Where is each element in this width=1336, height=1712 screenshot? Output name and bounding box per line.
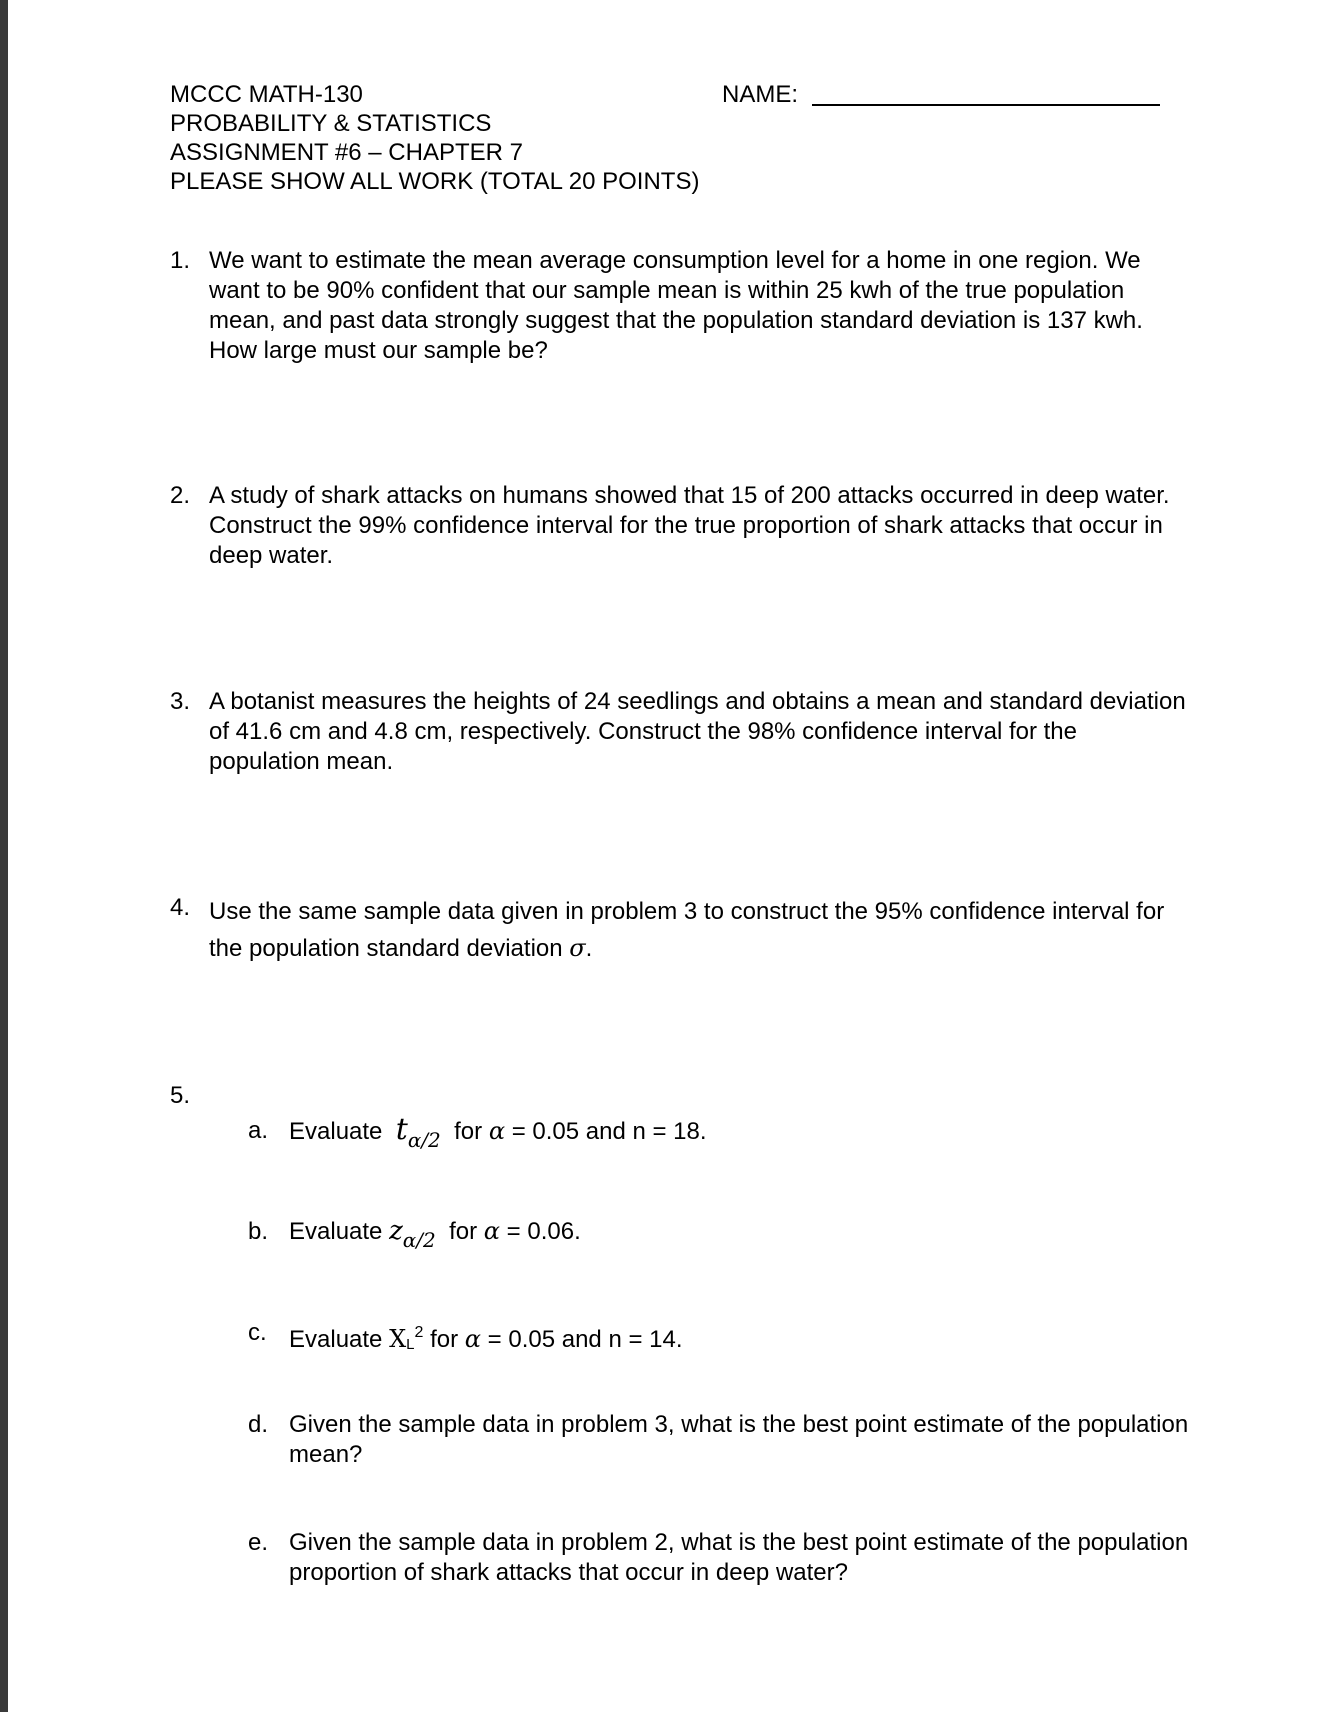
assignment-title: ASSIGNMENT #6 – CHAPTER 7 [170, 139, 523, 166]
part-b-for: for [449, 1218, 478, 1245]
course-code: MCCC MATH-130 [170, 81, 363, 108]
t-symbol: t [395, 1112, 408, 1147]
part-e-text [289, 1528, 1209, 1588]
problem-1-text [209, 246, 1209, 366]
sigma-symbol: σ [569, 934, 586, 962]
assignment-page [8, 0, 1336, 1712]
problem-2-text [209, 481, 1209, 571]
part-a-text [289, 1112, 1209, 1158]
name-blank-line [812, 104, 1160, 106]
problem-5-number: 5. [170, 1082, 191, 1109]
problem-2-line-3: deep water. [209, 542, 334, 569]
problem-2-line-1: A study of shark attacks on humans showed that 15 of 200 attacks occurred in deep water. [209, 482, 1170, 509]
chi-symbol: X [389, 1325, 407, 1353]
part-c-for: for [430, 1326, 459, 1353]
problem-4-line-2-text: the population standard deviation [209, 935, 563, 962]
problem-4-text [209, 893, 1209, 967]
z-symbol: z [389, 1216, 403, 1246]
part-b-pre: Evaluate [289, 1218, 383, 1245]
problem-2-number: 2. [170, 482, 191, 509]
problem-4-number: 4. [170, 894, 191, 921]
problem-3-line-2: of 41.6 cm and 4.8 cm, respectively. Construct the 98% confidence interval for the [209, 718, 1077, 745]
problem-3-number: 3. [170, 688, 191, 715]
alpha-symbol: α [483, 1217, 500, 1245]
problem-4-line-2 [209, 930, 1209, 967]
problem-3-line-1: A botanist measures the heights of 24 seedlings and obtains a mean and standard deviation [209, 688, 1186, 715]
part-c-pre: Evaluate [289, 1326, 383, 1353]
part-c-post: = 0.05 and n = 14. [487, 1326, 683, 1353]
problem-4-period: . [585, 935, 593, 962]
problem-1-line-1: We want to estimate the mean average consumption level for a home in one region. We [209, 247, 1141, 274]
instructions: PLEASE SHOW ALL WORK (TOTAL 20 POINTS) [170, 168, 700, 195]
problem-1-line-3: mean, and past data strongly suggest that the population standard deviation is 137 kwh. [209, 307, 1143, 334]
alpha-symbol: α [488, 1117, 506, 1145]
problem-3-line-3: population mean. [209, 748, 394, 775]
part-e-line-2: proportion of shark attacks that occur in deep water? [289, 1559, 848, 1586]
name-label: NAME: [722, 81, 799, 108]
part-a-pre: Evaluate [289, 1118, 383, 1145]
part-d-line-1: Given the sample data in problem 3, what is the best point estimate of the population [289, 1411, 1189, 1438]
part-b-text [289, 1213, 1209, 1258]
part-d-line-2: mean? [289, 1441, 363, 1468]
problem-3-text [209, 687, 1209, 777]
problem-1-line-2: want to be 90% confident that our sample mean is within 25 kwh of the true population [209, 277, 1125, 304]
part-c-letter: c. [248, 1319, 267, 1346]
part-d-letter: d. [248, 1411, 269, 1438]
chi-left-subscript: L [406, 1336, 415, 1353]
problem-2-line-2: Construct the 99% confidence interval for the true proportion of shark attacks that occur in [209, 512, 1163, 539]
problem-4-line-1: Use the same sample data given in problem 3 to construct the 95% confidence interval for [209, 898, 1165, 925]
alpha-symbol: α [464, 1325, 481, 1353]
part-d-text [289, 1410, 1209, 1470]
part-b-post: = 0.06. [506, 1218, 581, 1245]
problem-1-line-4: How large must our sample be? [209, 337, 548, 364]
chi-squared-superscript: 2 [414, 1324, 424, 1341]
part-a-for: for [454, 1118, 483, 1145]
alpha-half-subscript: α/2 [407, 1128, 441, 1152]
problem-1-number: 1. [170, 247, 191, 274]
part-a-letter: a. [248, 1117, 269, 1144]
part-e-line-1: Given the sample data in problem 2, what is the best point estimate of the population [289, 1529, 1189, 1556]
part-a-post: = 0.05 and n = 18. [511, 1118, 707, 1145]
part-c-text [289, 1318, 1209, 1360]
course-title: PROBABILITY & STATISTICS [170, 110, 492, 137]
part-e-letter: e. [248, 1529, 269, 1556]
alpha-half-subscript: α/2 [402, 1228, 436, 1252]
part-b-letter: b. [248, 1218, 269, 1245]
